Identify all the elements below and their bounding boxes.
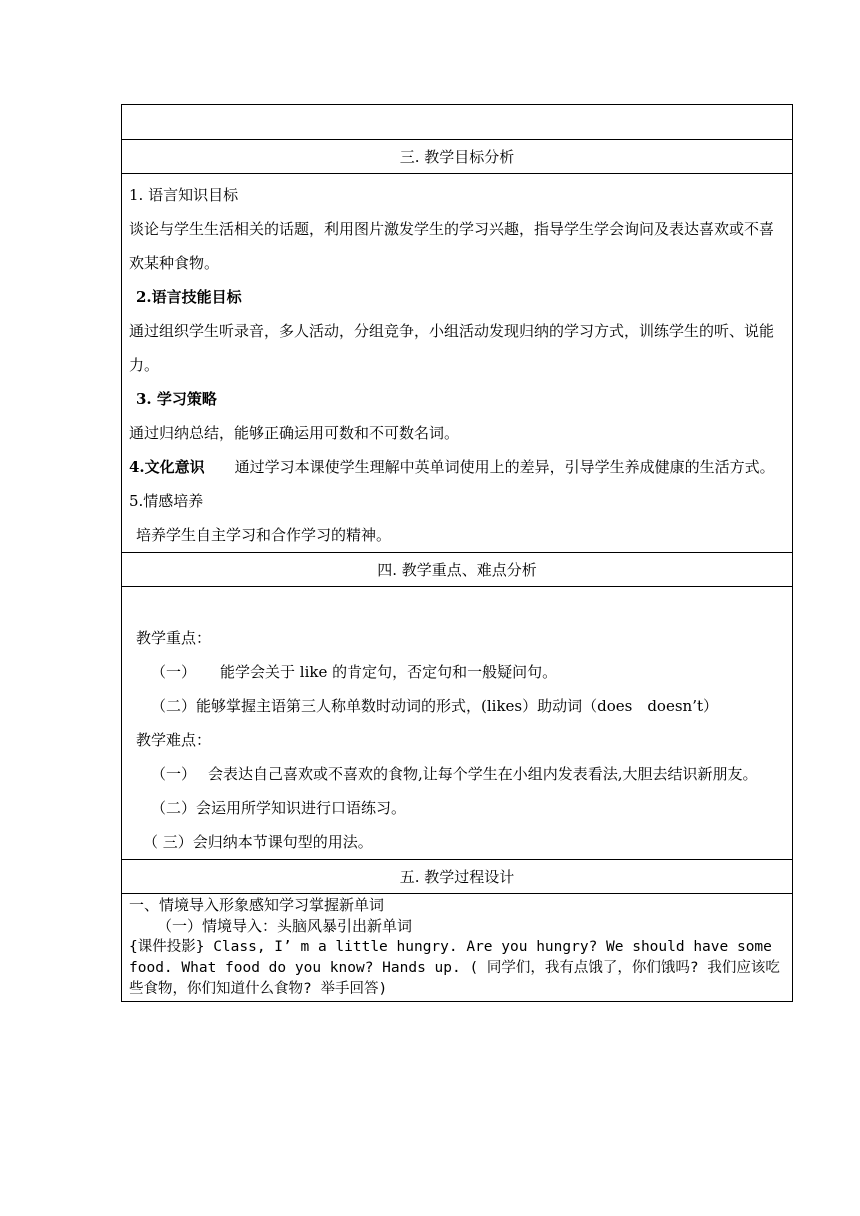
goal-5-title: 5.情感培养	[129, 492, 204, 510]
goal-4-title: 4.文化意识	[129, 458, 205, 476]
goal-3-body: 通过归纳总结，能够正确运用可数和不可数名词。	[129, 424, 460, 442]
goal-4	[129, 450, 786, 484]
goal-5-body: 培养学生自主学习和合作学习的精神。	[136, 526, 392, 544]
goal-2-body: 通过组织学生听录音，多人活动，分组竞争，小组活动发现归纳的学习方式，训练学生的听、说能力。	[129, 322, 775, 374]
section-title: 三. 教学目标分析	[399, 148, 515, 166]
difficult-point-3: （ 三）会归纳本节课句型的用法。	[143, 833, 373, 851]
section-title: 四. 教学重点、难点分析	[377, 561, 537, 579]
section-title: 五. 教学过程设计	[399, 868, 515, 886]
section-header-key-points	[122, 552, 792, 586]
goal-1-body: 谈论与学生生活相关的话题，利用图片激发学生的学习兴趣，指导学生学会询问及表达喜欢或不喜欢某种食物。	[129, 220, 775, 272]
goal-2-title: 2.语言技能目标	[136, 288, 242, 306]
objectives-body	[122, 173, 792, 552]
difficult-point-2: （二）会运用所学知识进行口语练习。	[151, 799, 407, 817]
goal-3-title: 3. 学习策略	[136, 390, 217, 408]
key-point-1	[129, 655, 786, 689]
goal-1-title: 1. 语言知识目标	[129, 186, 239, 204]
lesson-plan-table	[121, 104, 793, 1002]
key-points-body	[122, 586, 792, 859]
process-step-1: 一、情境导入形象感知学习掌握新单词	[129, 896, 385, 914]
process-body	[122, 893, 792, 1001]
difficult-point-1-number: （一）	[151, 765, 197, 783]
section-header-process	[122, 859, 792, 893]
difficult-point-1	[129, 757, 786, 791]
key-points-title: 教学重点：	[136, 629, 212, 647]
process-step-1-sub: （一）情境导入：头脑风暴引出新单词	[157, 917, 413, 935]
key-point-1-number: （一）	[151, 663, 197, 681]
process-step-1-text: {课件投影} Class, I’ m a little hungry. Are you hungry? We should have some food. What food do you know? Hands up. ( 同学们，我有点饿了，你们饿吗? 我们应该吃些食物，你们知道什么食物? 举手回答)	[129, 939, 780, 997]
difficult-point-1-text: 会表达自己喜欢或不喜欢的食物,让每个学生在小组内发表看法,大胆去结识新朋友。	[208, 765, 758, 783]
key-point-2: （二）能够掌握主语第三人称单数时动词的形式，(likes）助动词（does doesn’t）	[151, 697, 718, 715]
goal-4-body: 通过学习本课使学生理解中英单词使用上的差异，引导学生养成健康的生活方式。	[234, 458, 775, 476]
difficult-points-title: 教学难点：	[136, 731, 212, 749]
empty-row	[122, 105, 792, 139]
section-header-objectives	[122, 139, 792, 173]
key-point-1-text: 能学会关于 like 的肯定句，否定句和一般疑问句。	[220, 663, 558, 681]
